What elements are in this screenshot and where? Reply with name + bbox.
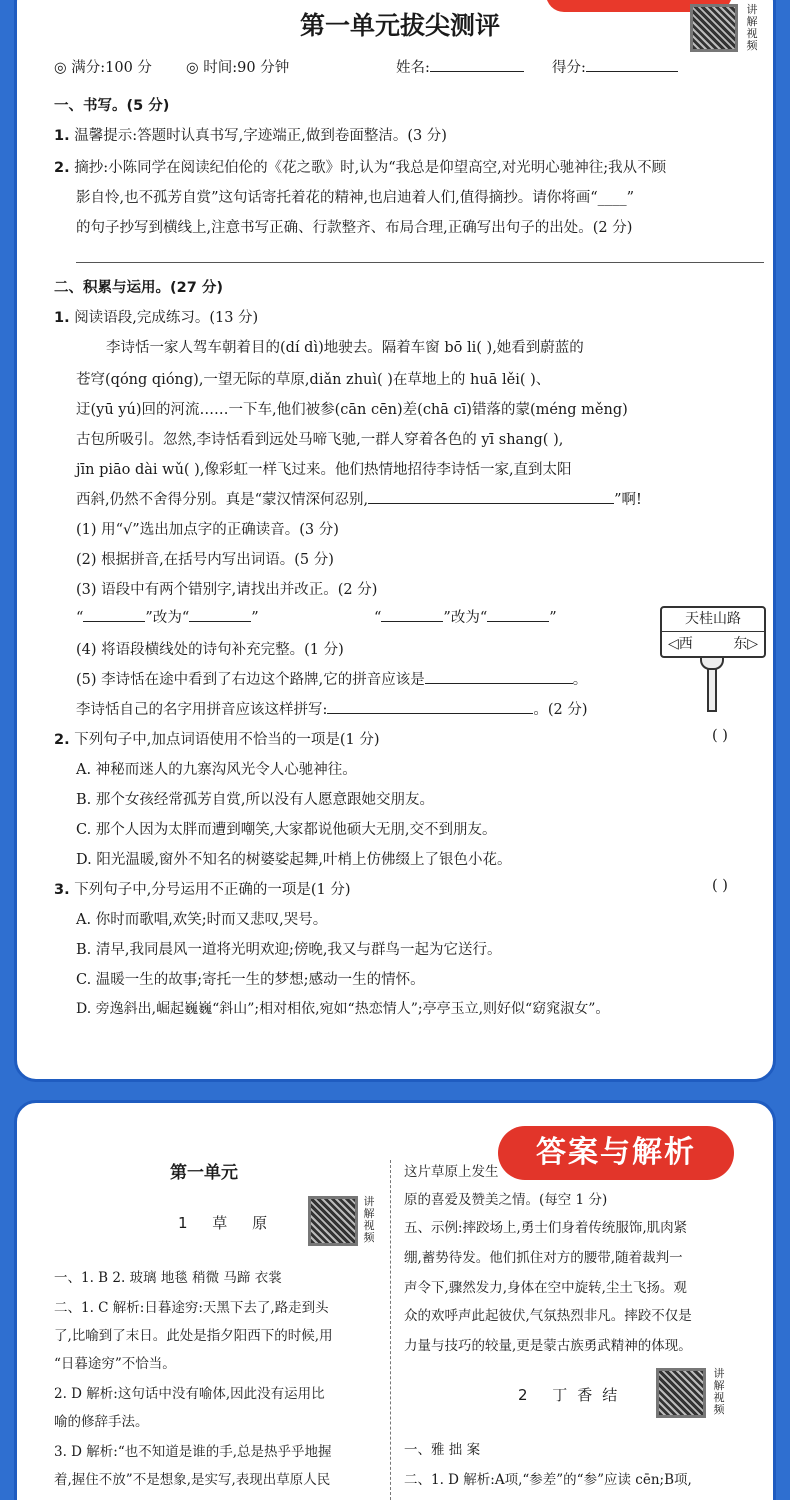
passage-line-4: 古包所吸引。忽然,李诗恬看到远处马啼飞驰,一群人穿着各色的 yī shang( ),: [76, 432, 564, 448]
question-1-2-line3: 的句子抄写到横线上,注意书写正确、行款整齐、布局合理,正确写出句子的出处。(2 分): [76, 220, 633, 236]
option-a: A. 你时而歌唱,欢笑;时而又悲叹,哭号。: [76, 912, 328, 928]
qr-label: 讲解视频: [713, 1367, 725, 1416]
option-d: D. 旁逸斜出,崛起巍巍“斜山”;相对相依,宛如“热恋情人”;亭亭玉立,则好似“窈窕淑女”。: [76, 1001, 610, 1017]
question-2-3: [54, 878, 350, 899]
answer-line-7: 3. D 解析:“也不知道是谁的手,总是热乎乎地握: [54, 1444, 332, 1460]
score-label: 得分:: [552, 60, 586, 76]
question-1-2-line2: 影自怜,也不孤芳自赏”这句话寄托着花的精神,也启迪着人们,值得摘抄。请你将画“____”: [76, 190, 635, 206]
answer-right-6: 众的欢呼声此起彼伏,气氛热烈非凡。摔跤不仅是: [404, 1308, 692, 1324]
answer-line-1: 一、1. B 2. 玻璃 地毯 稍微 马蹄 衣裳: [54, 1270, 282, 1286]
quote: “: [76, 610, 84, 626]
full-score: ◎ 满分:100 分: [54, 60, 152, 76]
answer-line-6: 喻的修辞手法。: [54, 1414, 149, 1430]
option-c: C. 温暖一生的故事;寄托一生的梦想;感动一生的情怀。: [76, 972, 425, 988]
qr-code-icon[interactable]: [656, 1368, 706, 1418]
section-1-heading: 一、书写。(5 分): [54, 98, 170, 114]
typo-fix-1[interactable]: [76, 606, 259, 627]
road-sign-west: ◁西: [668, 636, 693, 652]
question-2-1: [54, 306, 258, 327]
answer-paren-3[interactable]: ( ): [712, 878, 728, 894]
answer-line[interactable]: [76, 262, 764, 263]
answer-right-3: 五、示例:摔跤场上,勇士们身着传统服饰,肌肉紧: [404, 1220, 688, 1236]
question-text: 阅读语段,完成练习。(13 分): [74, 310, 259, 326]
question-text: 。(2 分): [533, 702, 588, 718]
sub-question-3: (3) 语段中有两个错别字,请找出并改正。(2 分): [76, 582, 378, 598]
question-text: 下列句子中,分号运用不正确的一项是(1 分): [74, 882, 351, 898]
lesson-2-title: 2 丁香结: [518, 1386, 628, 1404]
qr-code-icon[interactable]: [308, 1196, 358, 1246]
question-text: (5) 李诗恬在途中看到了右边这个路牌,它的拼音应该是: [76, 672, 425, 688]
q-num: 3.: [54, 882, 70, 898]
passage-line-3: 迂(yū yú)回的河流……一下车,他们被参(cān cēn)差(chā cī)错落的蒙(méng měng): [76, 402, 628, 418]
passage-line-5: jīn piāo dài wǔ( ),像彩虹一样飞过来。他们热情地招待李诗恬一家,直到太阳: [76, 462, 572, 478]
score-field[interactable]: [552, 56, 678, 77]
question-text: 李诗恬自己的名字用拼音应该这样拼写:: [76, 702, 328, 718]
option-c: C. 那个人因为太胖而遭到嘲笑,大家都说他硕大无朋,交不到朋友。: [76, 822, 497, 838]
option-d: D. 阳光温暖,窗外不知名的树婆娑起舞,叶梢上仿佛缀上了银色小花。: [76, 852, 512, 868]
answer-right-8: 一、雅 拙 案: [404, 1442, 481, 1458]
column-divider: [390, 1160, 391, 1500]
sub-question-5b: [76, 698, 588, 719]
name-pinyin-blank[interactable]: [327, 700, 533, 714]
question-2-2: [54, 728, 379, 749]
quote: “: [374, 610, 382, 626]
road-sign: [660, 606, 766, 658]
question-text: 。: [572, 672, 588, 688]
answers-unit-title: 第一单元: [170, 1163, 238, 1183]
q-num: 2.: [54, 732, 70, 748]
option-a: A. 神秘而迷人的九寨沟风光令人心驰神往。: [76, 762, 357, 778]
answer-right-5: 声令下,骤然发力,身体在空中旋转,尘土飞扬。观: [404, 1280, 687, 1296]
question-text: 下列句子中,加点词语使用不恰当的一项是(1 分): [74, 732, 380, 748]
answer-line-8: 着,握住不放”不是想象,是实写,表现出草原人民: [54, 1472, 331, 1488]
question-text: 温馨提示:答题时认真书写,字迹端正,做到卷面整洁。(3 分): [74, 128, 447, 144]
answer-line-4: “日暮途穷”不恰当。: [54, 1356, 176, 1372]
road-sign-name: 天桂山路: [662, 608, 764, 632]
answer-line-2: 二、1. C 解析:日暮途穷:天黑下去了,路走到头: [54, 1300, 329, 1316]
answer-right-9: 二、1. D 解析:A项,“参差”的“参”应读 cēn;B项,: [404, 1472, 692, 1488]
section-2-heading: 二、积累与运用。(27 分): [54, 280, 223, 296]
sub-question-2: (2) 根据拼音,在括号内写出词语。(5 分): [76, 552, 334, 568]
qr-label: 讲解视频: [746, 3, 758, 52]
lesson-1-title: 1 草 原: [178, 1214, 278, 1232]
q-num: 1.: [54, 310, 70, 326]
answer-right-7: 力量与技巧的较量,更是蒙古族勇武精神的体现。: [404, 1338, 692, 1354]
qr-label: 讲解视频: [363, 1195, 375, 1244]
quote: ”: [251, 610, 259, 626]
question-1-1: [54, 124, 447, 145]
qr-code-icon[interactable]: [690, 4, 738, 52]
sub-question-1: (1) 用“√”选出加点字的正确读音。(3 分): [76, 522, 339, 538]
answers-banner: 答案与解析: [498, 1126, 734, 1180]
answer-line-3: 了,比喻到了末日。此处是指夕阳西下的时候,用: [54, 1328, 333, 1344]
name-field[interactable]: [396, 56, 524, 77]
q-num: 2.: [54, 160, 70, 176]
question-1-2: [54, 156, 666, 177]
passage-line-2: 苍穹(qóng qióng),一望无际的草原,diǎn zhuì( )在草地上的 huā lěi( )、: [76, 372, 551, 388]
quote: ”改为“: [145, 610, 190, 626]
passage-text: ”啊!: [614, 492, 642, 508]
sub-question-5a: [76, 668, 587, 689]
pinyin-blank[interactable]: [425, 670, 573, 684]
question-text: 摘抄:小陈同学在阅读纪伯伦的《花之歌》时,认为“我总是仰望高空,对光明心驰神往;我从不顾: [74, 160, 667, 176]
passage-line-6: [76, 488, 642, 509]
sub-question-4: (4) 将语段横线处的诗句补充完整。(1 分): [76, 642, 344, 658]
answer-line-5: 2. D 解析:这句话中没有喻体,因此没有运用比: [54, 1386, 325, 1402]
passage-line-1: 李诗恬一家人驾车朝着目的(dí dì)地驶去。隔着车窗 bō li( ),她看到蔚蓝的: [106, 340, 584, 356]
option-b: B. 那个女孩经常孤芳自赏,所以没有人愿意跟她交朋友。: [76, 792, 434, 808]
quote: ”: [549, 610, 557, 626]
road-sign-east: 东▷: [733, 636, 758, 652]
answer-right-2: 原的喜爱及赞美之情。(每空 1 分): [404, 1192, 608, 1208]
answer-right-4: 绷,蓄势待发。他们抓住对方的腰带,随着裁判一: [404, 1250, 683, 1266]
exam-title: 第一单元拔尖测评: [299, 11, 500, 40]
quote: ”改为“: [443, 610, 488, 626]
answer-right-1: 这片草原上发生: [404, 1164, 499, 1180]
answer-paren-2[interactable]: ( ): [712, 728, 728, 744]
poem-blank[interactable]: [368, 490, 614, 504]
q-num: 1.: [54, 128, 70, 144]
passage-text: 西斜,仍然不舍得分别。真是“蒙汉情深何忍别,: [76, 492, 369, 508]
name-label: 姓名:: [396, 60, 430, 76]
time-limit: ◎ 时间:90 分钟: [186, 60, 290, 76]
typo-fix-2[interactable]: [374, 606, 557, 627]
option-b: B. 清早,我同晨风一道将光明欢迎;傍晚,我又与群鸟一起为它送行。: [76, 942, 502, 958]
